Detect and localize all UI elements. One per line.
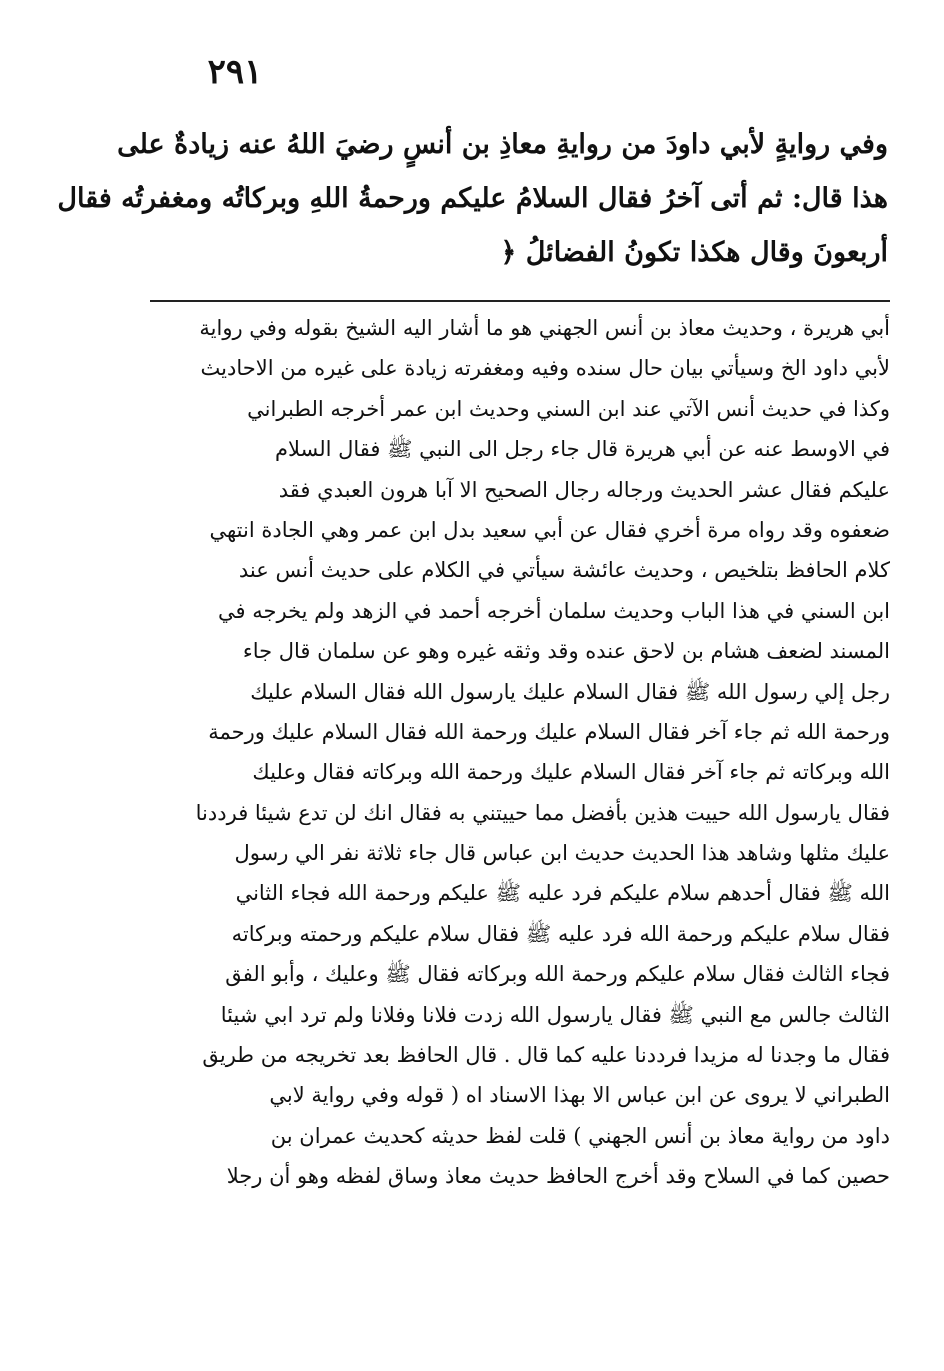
commentary-line: الله ﷺ فقال أحدهم سلام عليكم فرد عليه ﷺ عليكم ورحمة الله فجاء الثاني: [235, 881, 890, 906]
commentary-line: داود من رواية معاذ بن أنس الجهني ) قلت لفظ حديثه كحديث عمران بن: [270, 1123, 890, 1148]
commentary-text: [148, 308, 890, 1197]
commentary-line: عليك مثلها وشاهد هذا الحديث حديث ابن عباس قال جاء ثلاثة نفر الي رسول: [234, 841, 890, 866]
commentary-line: عليكم فقال عشر الحديث ورجاله رجال الصحيح الا آبا هرون العبدي فقد: [278, 477, 890, 502]
commentary-line: في الاوسط عنه عن أبي هريرة قال جاء رجل الى النبي ﷺ فقال السلام: [274, 437, 890, 462]
main-text: [57, 118, 888, 280]
commentary-line: حصين كما في السلاح وقد أخرج الحافظ حديث معاذ وساق لفظه وهو أن رجلا: [226, 1164, 890, 1189]
commentary-line: ورحمة الله ثم جاء آخر فقال السلام عليك ورحمة الله فقال السلام عليك ورحمة: [208, 719, 890, 744]
main-text-line: هذا قال: ثم أتى آخرُ فقال السلامُ عليكم ورحمةُ اللهِ وبركاتُه ومغفرتُه فقال: [57, 183, 888, 214]
page-number: ٢٩١: [207, 52, 263, 92]
commentary-line: وكذا في حديث أنس الآتي عند ابن السني وحديث ابن عمر أخرجه الطبراني: [247, 396, 890, 421]
commentary-line: أبي هريرة ، وحديث معاذ بن أنس الجهني هو ما أشار اليه الشيخ بقوله وفي رواية: [199, 316, 890, 340]
commentary-line: كلام الحافظ بتلخيص ، وحديث عائشة سيأتي في الكلام على حديث أنس عند: [238, 558, 890, 583]
commentary-line: فقال سلام عليكم ورحمة الله فرد عليه ﷺ فقال سلام عليكم ورحمته وبركاته: [231, 921, 890, 946]
main-text-line: وفي روايةٍ لأبي داودَ من روايةِ معاذِ بن أنسٍ رضيَ اللهُ عنه زيادةٌ على: [117, 129, 888, 160]
section-divider: [150, 300, 890, 302]
main-text-line: أربعونَ وقال هكذا تكونُ الفضائلُ ﴿: [500, 237, 888, 268]
commentary-line: الطبراني لا يروى عن ابن عباس الا بهذا الاسناد اه ( قوله وفي رواية لابي: [269, 1083, 890, 1108]
commentary-line: ابن السني في هذا الباب وحديث سلمان أخرجه أحمد في الزهد ولم يخرجه في: [218, 598, 890, 623]
commentary-line: فقال يارسول الله حييت هذين بأفضل مما حييتني به فقال انك لن تدع شيئا فرددنا: [195, 800, 890, 825]
commentary-line: الله وبركاته ثم جاء آخر فقال السلام عليك ورحمة الله وبركاته فقال وعليك: [252, 760, 890, 785]
commentary-line: رجل إلي رسول الله ﷺ فقال السلام عليك يارسول الله فقال السلام عليك: [250, 679, 890, 704]
commentary-line: الثالث جالس مع النبي ﷺ فقال يارسول الله زدت فلانا وفلانا ولم ترد ابي شيئا: [220, 1002, 890, 1027]
commentary-line: فجاء الثالث فقال سلام عليكم ورحمة الله وبركاته فقال ﷺ وعليك ، وأبو الفق: [225, 962, 890, 987]
commentary-line: لأبي داود الخ وسيأتي بيان حال سنده وفيه ومغفرته زيادة على غيره من الاحاديث: [200, 356, 890, 381]
commentary-line: ضعفوه وقد رواه مرة أخري فقال عن أبي سعيد بدل ابن عمر وهي الجادة انتهي: [209, 517, 890, 542]
commentary-line: المسند لضعف هشام بن لاحق عنده وقد وثقه غيره وهو عن سلمان قال جاء: [242, 639, 890, 664]
commentary-line: فقال ما وجدنا له مزيدا فرددنا عليه كما قال . قال الحافظ بعد تخريجه من طريق: [202, 1043, 890, 1068]
